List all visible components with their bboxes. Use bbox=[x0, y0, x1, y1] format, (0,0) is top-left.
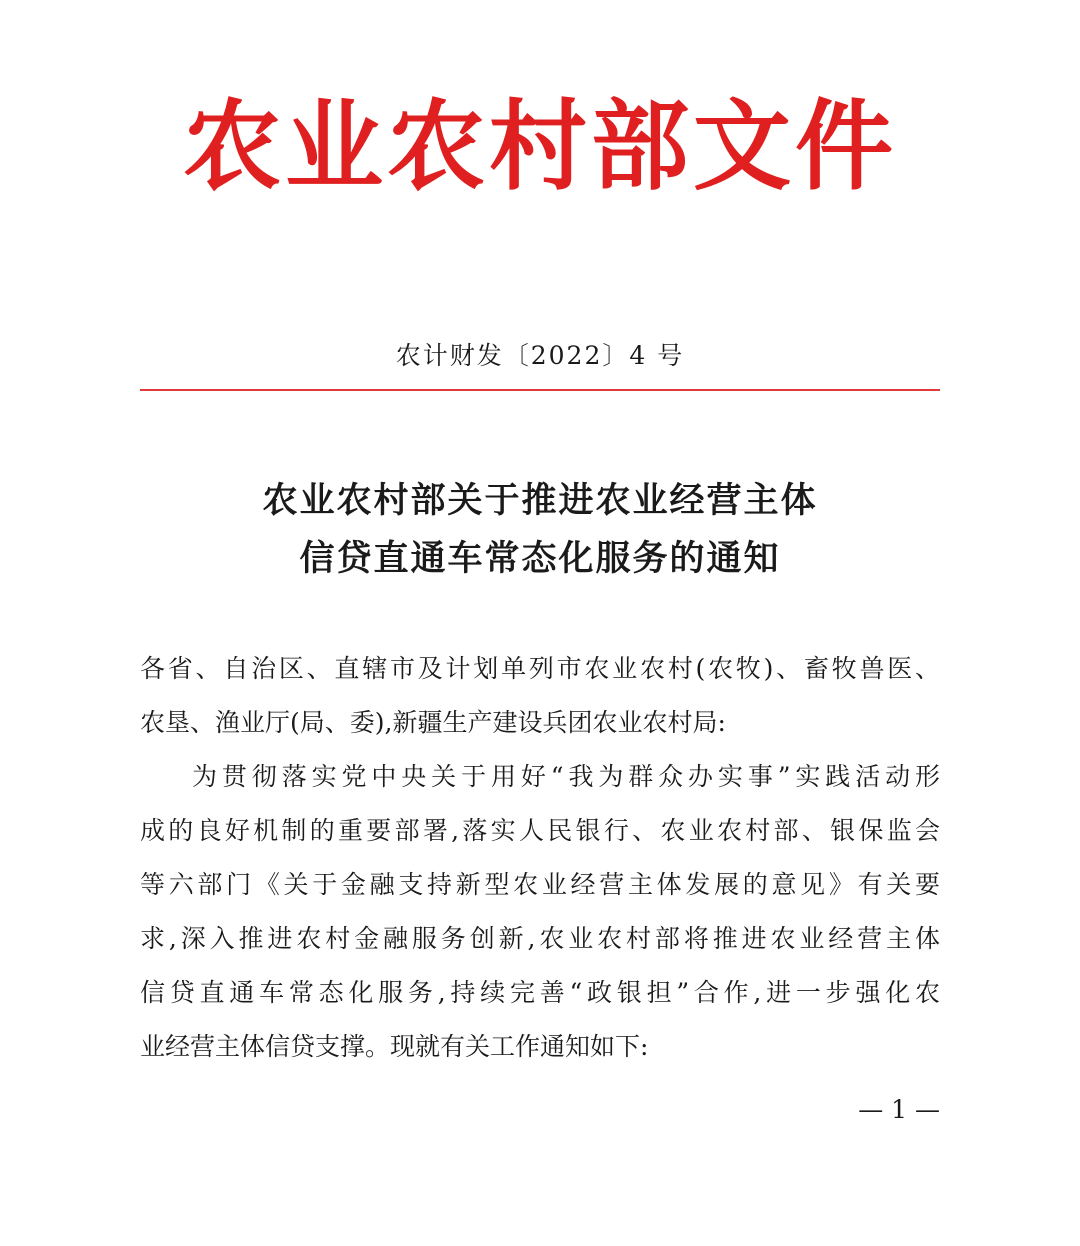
paragraph-line-4: 求,深入推进农村金融服务创新,农业农村部将推进农业经营主体 bbox=[140, 924, 940, 953]
document-masthead: 农业农村部文件 bbox=[182, 89, 897, 204]
paragraph-line-2: 成的良好机制的重要部署,落实人民银行、农业农村部、银保监会 bbox=[140, 816, 940, 845]
document-title bbox=[0, 472, 1080, 588]
document-number: 农计财发〔2022〕4 号 bbox=[395, 341, 685, 370]
document-body bbox=[140, 642, 940, 1074]
red-separator-line bbox=[140, 389, 940, 391]
paragraph-line-5: 信贷直通车常态化服务,持续完善“政银担”合作,进一步强化农 bbox=[140, 978, 940, 1007]
addressee-line-1: 各省、自治区、直辖市及计划单列市农业农村(农牧)、畜牧兽医、 bbox=[140, 654, 940, 683]
page-number: — 1 — bbox=[858, 1095, 940, 1124]
title-line-2: 信贷直通车常态化服务的通知 bbox=[299, 538, 781, 579]
paragraph-line-1: 为贯彻落实党中央关于用好“我为群众办实事”实践活动形 bbox=[192, 762, 940, 791]
addressee-line-2: 农垦、渔业厅(局、委),新疆生产建设兵团农业农村局: bbox=[140, 708, 726, 737]
paragraph-line-6: 业经营主体信贷支撑。现就有关工作通知如下: bbox=[140, 1032, 649, 1061]
title-line-1: 农业农村部关于推进农业经营主体 bbox=[262, 480, 818, 521]
paragraph-line-3: 等六部门《关于金融支持新型农业经营主体发展的意见》有关要 bbox=[140, 870, 940, 899]
